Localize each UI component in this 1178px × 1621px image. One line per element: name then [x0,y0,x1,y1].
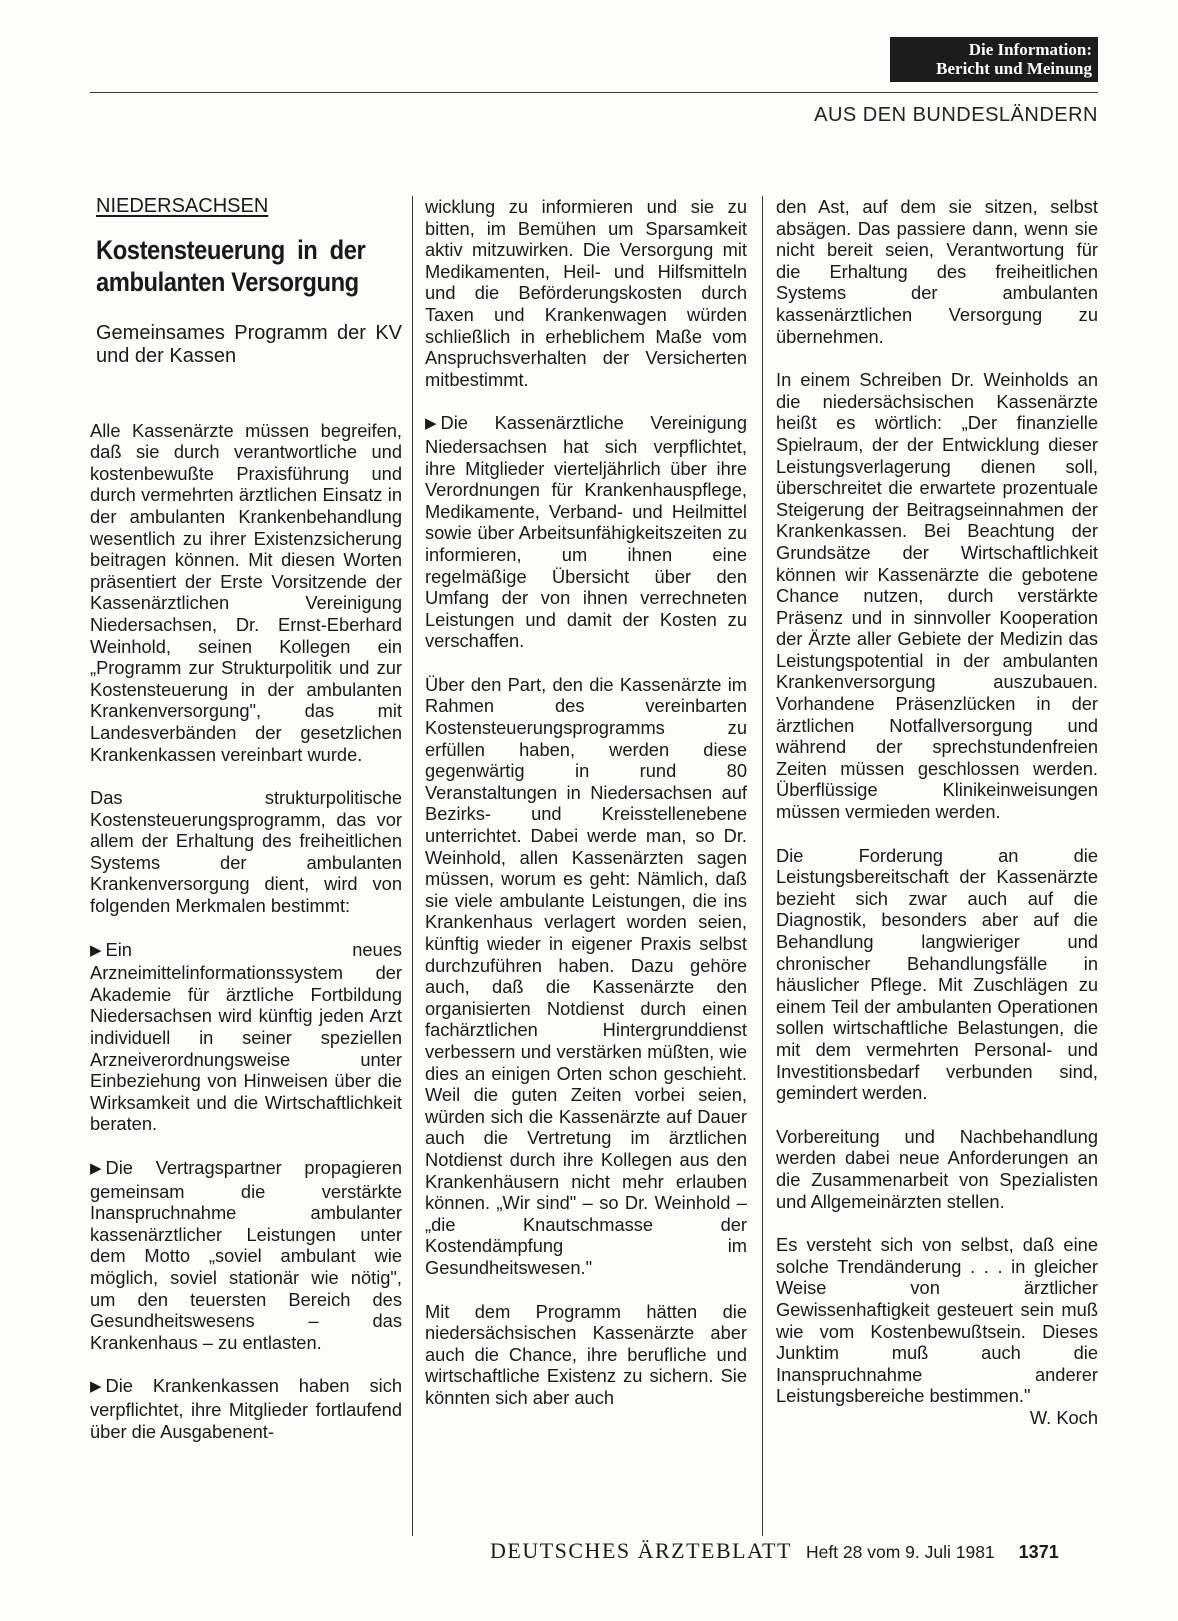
section-label: AUS DEN BUNDESLÄNDERN [814,104,1098,126]
article-headline: Kostensteuerung in der ambulanten Versorgung [96,234,366,297]
bullet-text: Die Krankenkassen haben sich verpflichtet, ihre Mitglieder fortlaufend über die Ausgabenent- [90,1375,402,1442]
info-box-line1: Die Information: [968,40,1092,59]
bullet-arrow-icon: ▶ [90,1160,102,1177]
journal-name: DEUTSCHES ÄRZTEBLATT [490,1538,792,1563]
article-kicker: NIEDERSACHSEN [96,195,269,217]
article-subhead: Gemeinsames Programm der KV und der Kassen [96,321,402,367]
paragraph: Vorbereitung und Nachbehandlung werden dabei neue Anforderungen an die Zusammenarbeit von Spezialisten und Allgemeinärzten stellen. [776,1125,1098,1212]
paragraph: den Ast, auf dem sie sitzen, selbst absägen. Das passiere dann, wenn sie nicht bereit seien, Verantwortung für die Erhaltung des freiheitlichen Systems der ambulanten kassenärztlichen Versorgung zu übernehmen. [776,196,1098,347]
column-divider [412,196,413,1536]
bullet-arrow-icon: ▶ [425,415,437,433]
bullet-text: Die Kassenärztliche Vereinigung Niedersachsen hat sich verpflichtet, ihre Mitglieder vierteljährlich über ihre Verordnungen für Krankenhauspflege, Medikamente, Verband- und Heilmittel sowie über Arbeitsunfähigkeitszeiten zu informieren, um ihnen eine regelmäßige Übersicht über den Umfang der von ihnen verrechneten Leistungen und damit der Kosten zu verschaffen. [425,412,747,652]
bullet-arrow-icon: ▶ [90,941,102,959]
bullet-paragraph [425,412,747,652]
issue-info: Heft 28 vom 9. Juli 1981 [805,1542,995,1562]
info-box-line2: Bericht und Meinung [936,59,1092,78]
article-column-3 [776,196,1098,1428]
paragraph: Über den Part, den die Kassenärzte im Rahmen des vereinbarten Kostensteuerungsprogramms zu erfüllen haben, werden diese gegenwärtig in rund 80 Veranstaltungen in Niedersachsen auf Bezirks- und Kreisstellenebene unterrichtet. Dabei werde man, so Dr. Weinhold, allen Kassenärzten sagen müssen, worum es geht: Nämlich, daß sie viele ambulante Leistungen, die ins Krankenhaus verlagert worden seien, künftig wieder in eigener Praxis selbst durchzuführen haben. Dazu gehöre auch, daß die Kassenärzte den organisierten Notdienst durch einen fachärztlichen Hintergrunddienst verbessern und verstärken müßten, wie dies an einigen Orten schon geschieht. Weil die guten Zeiten vorbei seien, würden sich die Kassenärzte auf Dauer auch die Vertretung im ärztlichen Notdienst durch ihre Kollegen aus den Krankenhäusern nicht mehr erlauben können. „Wir sind" – so Dr. Weinhold – „die Knautschmasse der Kostendämpfung im Gesundheitswesen." [425,673,747,1278]
paragraph: Die Forderung an die Leistungsbereitschaft der Kassenärzte bezieht sich zwar auch auf die Diagnostik, besonders aber auf die Behandlung langwieriger und chronischer Behandlungsfälle in häuslicher Pflege. Mit Zuschlägen zu einem Teil der ambulanten Operationen sollen wirtschaftliche Belastungen, die mit dem vermehrten Personal- und Investitionsbedarf verbunden sind, gemindert werden. [776,844,1098,1104]
page-number: 1371 [1018,1542,1059,1562]
signature-line [776,1407,1098,1429]
column-divider [762,196,763,1536]
paragraph: Mit dem Programm hätten die niedersächsischen Kassenärzte aber auch die Chance, ihre berufliche und wirtschaftliche Existenz zu sichern. Sie könnten sich aber auch [425,1300,747,1408]
bullet-arrow-icon: ▶ [90,1378,102,1396]
article-column-2 [425,196,747,1430]
bullet-text: Ein neues Arzneimittelinformationssystem der Akademie für ärztliche Fortbildung Niedersachsen wird künftig jeden Arzt individuell in seiner speziellen Arzneiverordnungsweise unter Einbeziehung von Hinweisen über die Wirksamkeit und die Wirtschaftlichkeit beraten. [90,938,402,1135]
paragraph: Alle Kassenärzte müssen begreifen, daß sie durch verantwortliche und kostenbewußte Praxisführung und durch vermehrten ärztlichen Einsatz in der ambulanten Krankenbehandlung wesentlich zu ihrer Existenzsicherung beitragen können. Mit diesen Worten präsentiert der Erste Vorsitzende der Kassenärztlichen Vereinigung Niedersachsen, Dr. Ernst-Eberhard Weinhold, seinen Kollegen ein „Programm zur Strukturpolitik und zur Kostensteuerung in der ambulanten Krankenversorgung", das mit Landesverbänden der gesetzlichen Krankenkassen vereinbart wurde. [90,419,402,765]
article-column-1 [90,196,402,1464]
bullet-paragraph [90,1157,402,1353]
bullet-paragraph [90,939,402,1135]
bullet-paragraph [90,1375,402,1442]
paragraph: wicklung zu informieren und sie zu bitten, im Bemühen um Sparsamkeit aktiv mitzuwirken. Die Versorgung mit Medikamenten, Heil- und Hilfsmitteln und die Beförderungskosten durch Taxen und Krankenwagen würden schließlich in erheblichem Maße vom Anspruchsverhalten der Versicherten mitbestimmt. [425,196,747,390]
page-footer [490,1538,1059,1564]
top-rule [90,92,1098,93]
info-box [890,37,1098,82]
paragraph: Es versteht sich von selbst, daß eine solche Trendänderung . . . in gleicher Weise von ärztlicher Gewissenhaftigkeit gesteuert sein muß wie vom Kostenbewußtsein. Dieses Junktim muß auch die Inanspruchnahme anderer Leistungsbereiche bestimmen." [776,1234,1098,1407]
paragraph: In einem Schreiben Dr. Weinholds an die niedersächsischen Kassenärzte heißt es wörtlich: „Der finanzielle Spielraum, der der Entwicklung dieser Leistungsverlagerung dienen soll, überschreitet die erwartete prozentuale Steigerung der Beitragseinnahmen der Krankenkassen. Bei Beachtung der Grundsätze der Wirtschaftlichkeit können wir Kassenärzte die gebotene Chance nutzen, durch verstärkte Präsenz und in sinnvoller Kooperation der Ärzte aller Gebiete der Medizin das Leistungspotential in der ambulanten Krankenversorgung auszubauen. Vorhandene Präsenzlücken in der ärztlichen Notfallversorgung und während der sprechstundenfreien Zeiten müssen geschlossen werden. Überflüssige Klinikeinweisungen müssen vermieden werden. [776,369,1098,823]
paragraph: Das strukturpolitische Kostensteuerungsprogramm, das vor allem der Erhaltung des freiheitlichen Systems der ambulanten Krankenversorgung dient, wird von folgenden Merkmalen bestimmt: [90,787,402,917]
author-signature: W. Koch [1029,1406,1098,1428]
bullet-text: Die Vertragspartner propagieren gemeinsam die verstärkte Inanspruchnahme ambulanter kassenärztlicher Leistungen unter dem Motto „soviel ambulant wie möglich, soviel stationär wie nötig", um den teuersten Bereich des Gesundheitswesens – das Krankenhaus – zu entlasten. [90,1157,402,1353]
